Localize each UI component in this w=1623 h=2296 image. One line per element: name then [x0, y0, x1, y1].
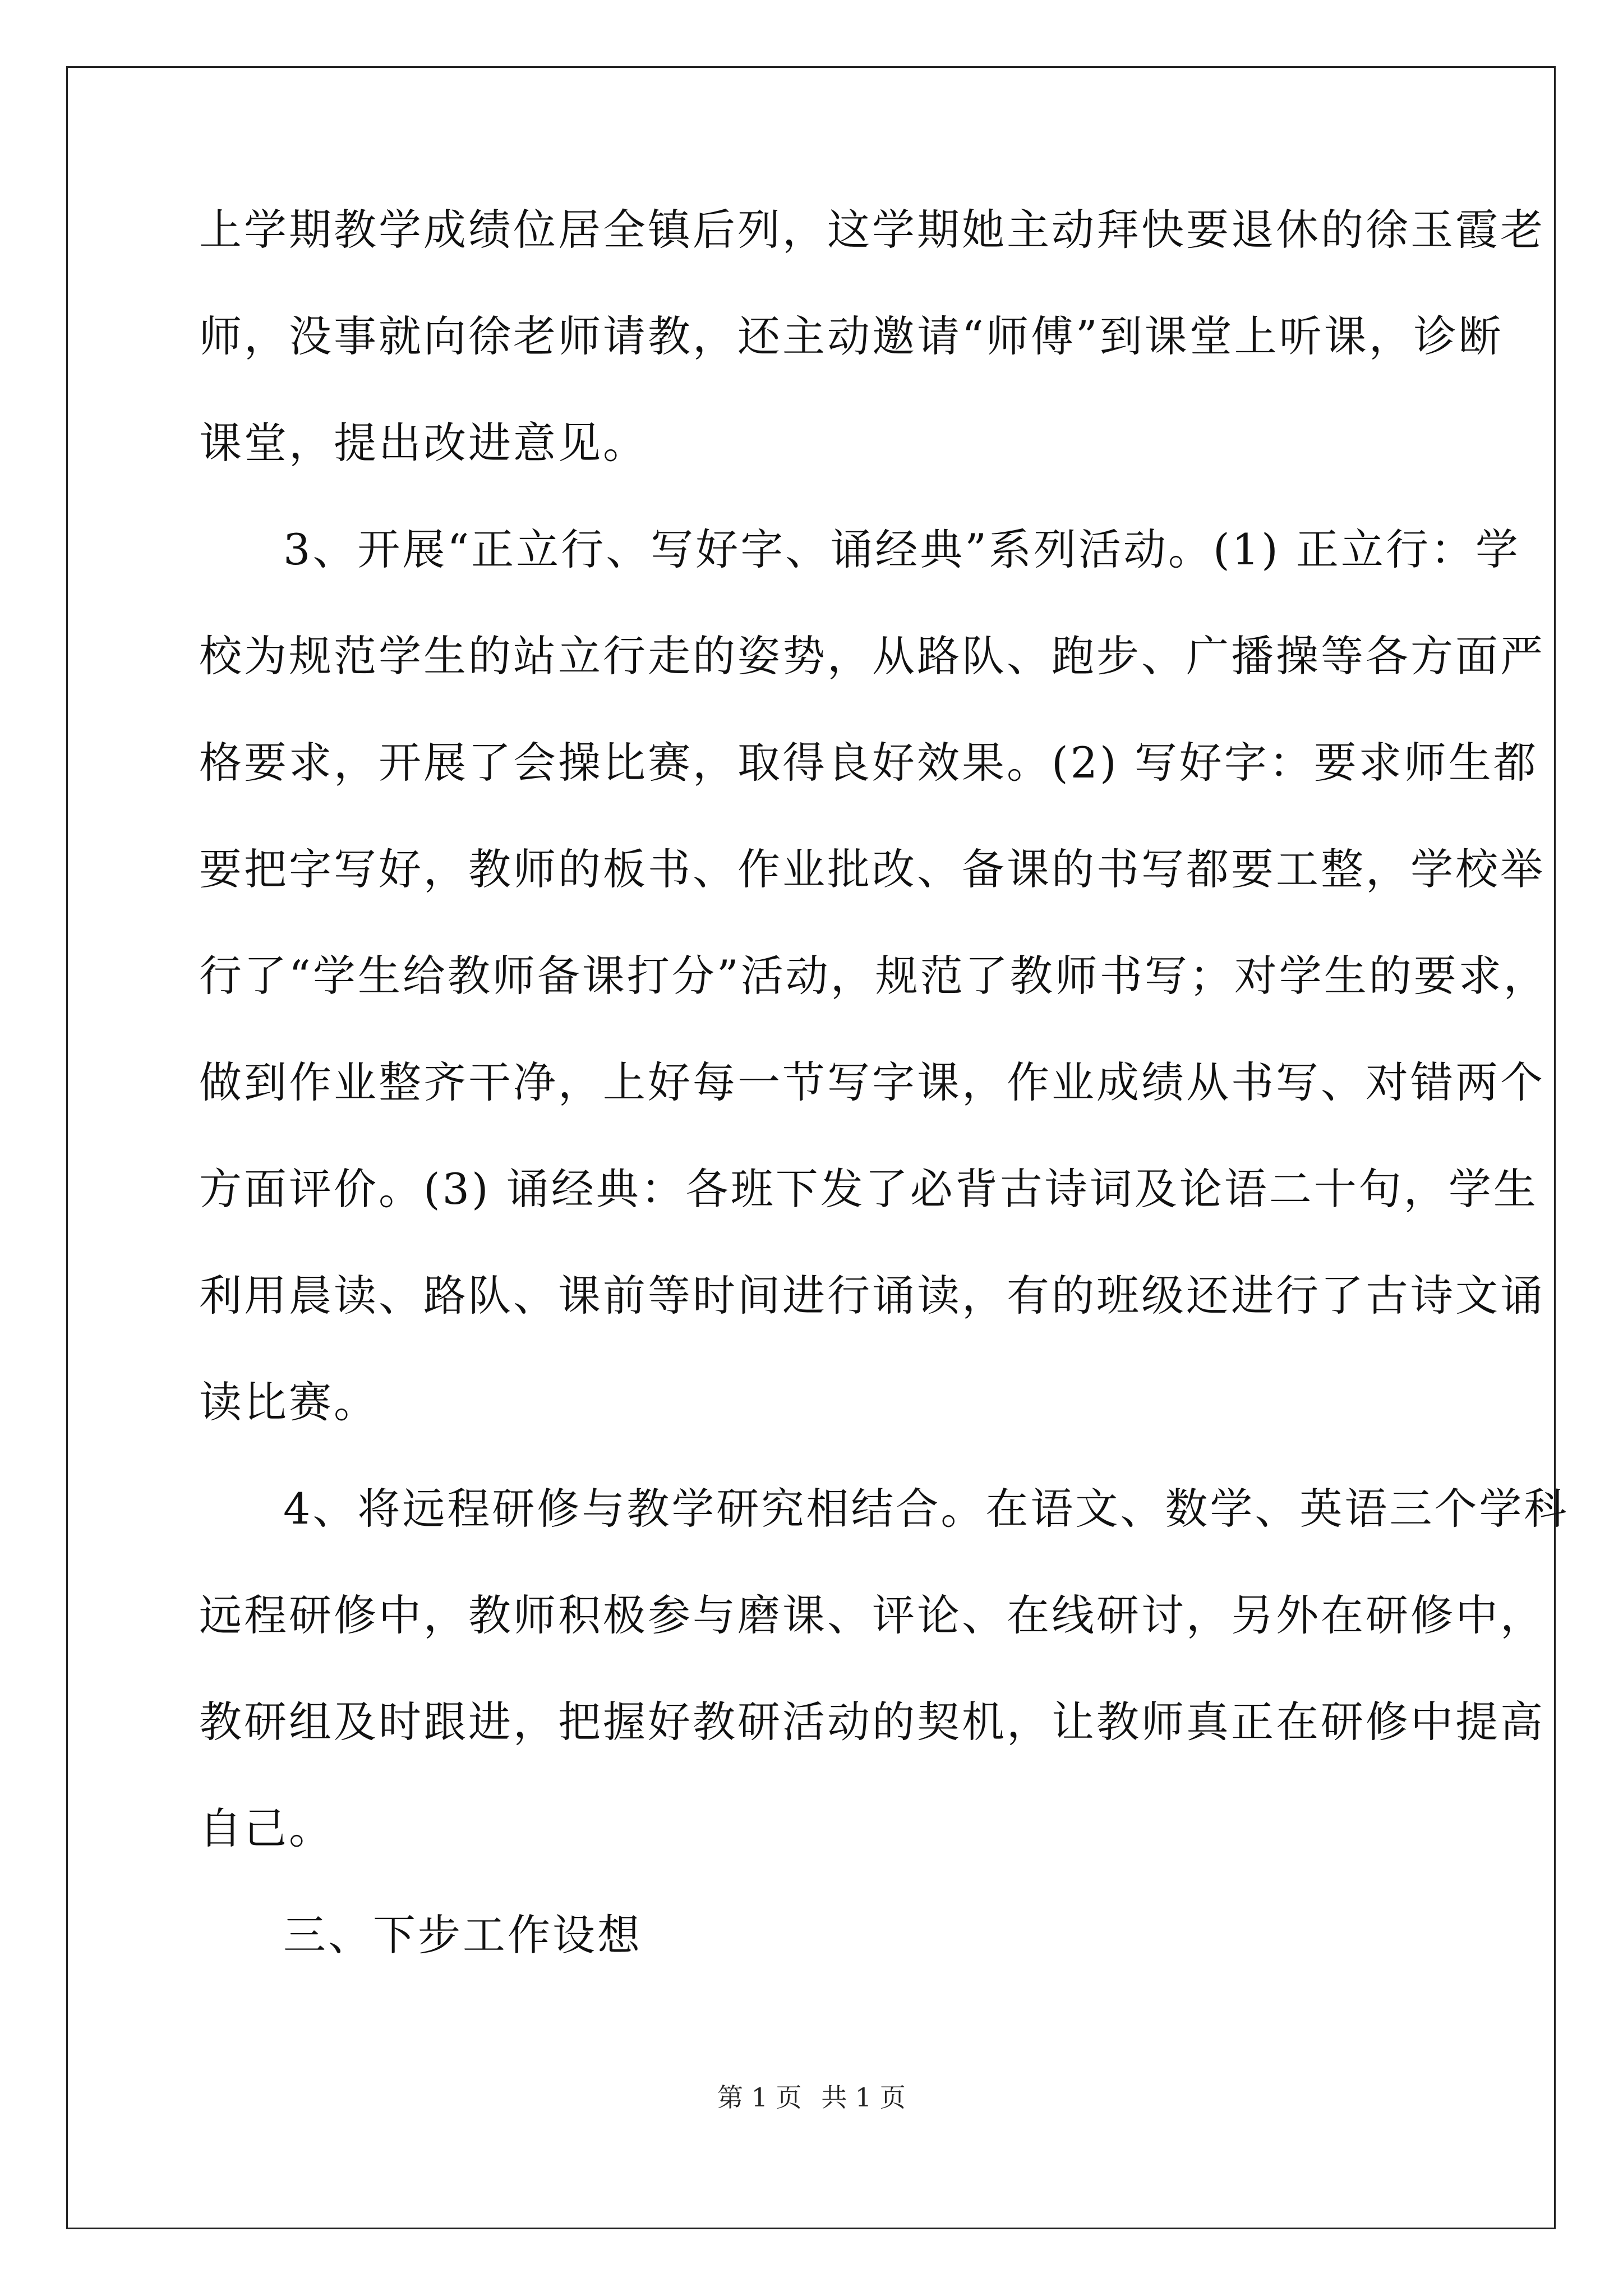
- section-heading: 三、下步工作设想: [283, 1910, 642, 1960]
- text-line: 方面评价。(3) 诵经典：各班下发了必背古诗词及论语二十句，学生: [199, 1164, 1538, 1214]
- text-line: 教研组及时跟进，把握好教研活动的契机，让教师真正在研修中提高: [199, 1697, 1545, 1747]
- text-line: 做到作业整齐干净，上好每一节写字课，作业成绩从书写、对错两个: [199, 1057, 1545, 1107]
- text-line: 校为规范学生的站立行走的姿势，从路队、跑步、广播操等各方面严: [199, 631, 1545, 681]
- text-line: 行了“学生给教师备课打分”活动，规范了教师书写；对学生的要求，: [199, 951, 1548, 1001]
- page-footer: [0, 2082, 1623, 2113]
- page-number: 第 1 页: [717, 2082, 802, 2113]
- paragraph-start-line: 3、开展“正立行、写好字、诵经典”系列活动。(1) 正立行：学: [283, 524, 1520, 574]
- text-line: 要把字写好，教师的板书、作业批改、备课的书写都要工整，学校举: [199, 844, 1545, 894]
- text-line: 读比赛。: [199, 1377, 379, 1427]
- text-line: 远程研修中，教师积极参与磨课、评论、在线研讨，另外在研修中，: [199, 1590, 1545, 1640]
- document-body: [199, 205, 1569, 2021]
- text-line: 师，没事就向徐老师请教，还主动邀请“师傅”到课堂上听课，诊断: [199, 311, 1504, 361]
- text-line: 格要求，开展了会操比赛，取得良好效果。(2) 写好字：要求师生都: [199, 738, 1538, 788]
- page-total: 共 1 页: [821, 2082, 906, 2113]
- text-line: 利用晨读、路队、课前等时间进行诵读，有的班级还进行了古诗文诵: [199, 1271, 1545, 1320]
- text-line: 课堂，提出改进意见。: [199, 418, 648, 468]
- text-line: 上学期教学成绩位居全镇后列，这学期她主动拜快要退休的徐玉霞老: [199, 205, 1545, 255]
- paragraph-start-line: 4、将远程研修与教学研究相结合。在语文、数学、英语三个学科: [283, 1484, 1569, 1534]
- text-line: 自己。: [199, 1803, 334, 1853]
